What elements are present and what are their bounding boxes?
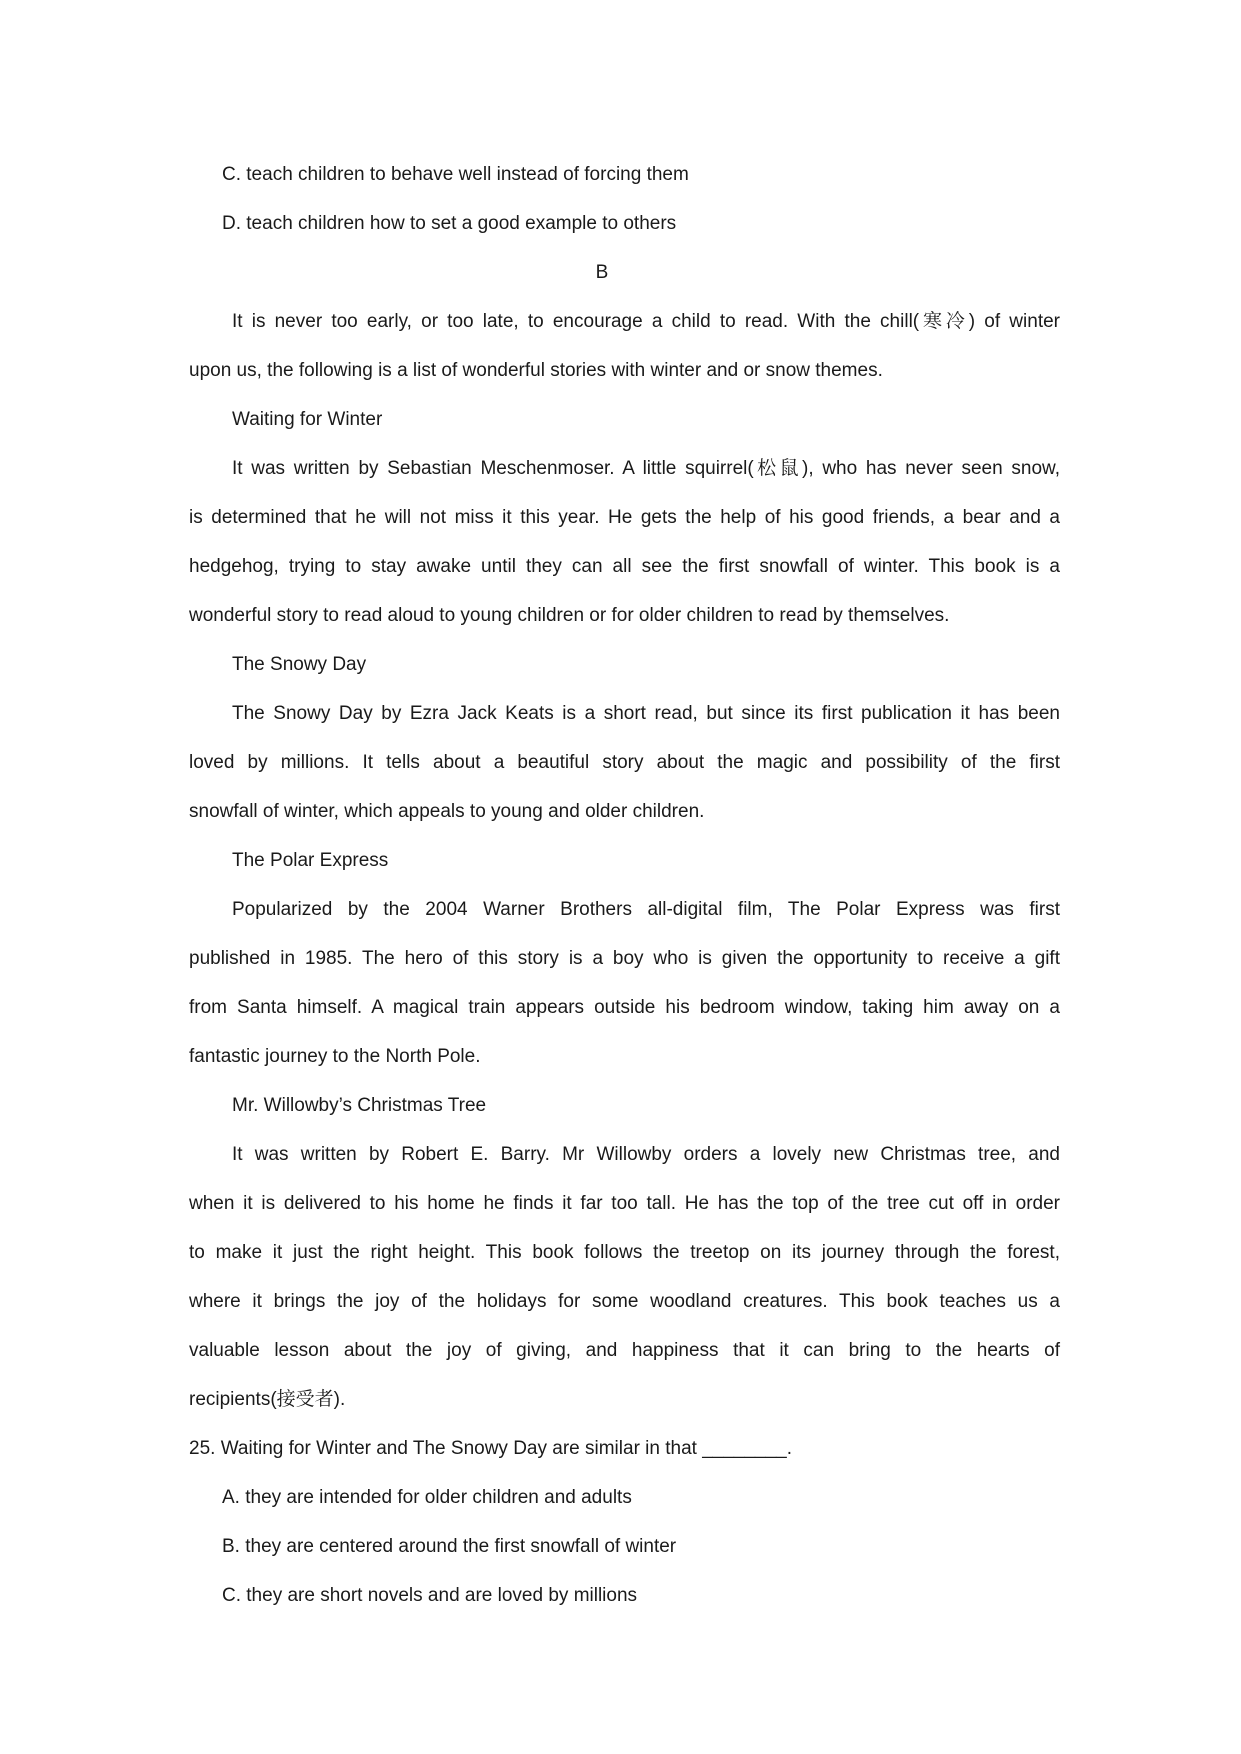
book3-line-1: Popularized by the 2004 Warner Brothers all-digital film, The Polar Express was first xyxy=(232,899,1060,920)
book2-line-2: loved by millions. It tells about a beautiful story about the magic and possibility of the first xyxy=(189,752,1060,773)
book2-line-1: The Snowy Day by Ezra Jack Keats is a short read, but since its first publication it has been xyxy=(232,703,1060,724)
intro-line-1: It is never too early, or too late, to encourage a child to read. With the chill(寒冷) of winter xyxy=(232,311,1060,332)
book1-line-2: is determined that he will not miss it this year. He gets the help of his good friends, a bear and a xyxy=(189,507,1060,528)
q25-option-a: A. they are intended for older children and adults xyxy=(222,1487,632,1508)
book1-line-3: hedgehog, trying to stay awake until they can all see the first snowfall of winter. This book is a xyxy=(189,556,1060,577)
book2-line-3: snowfall of winter, which appeals to young and older children. xyxy=(189,801,705,822)
book-title-the-polar-express: The Polar Express xyxy=(232,850,389,871)
book3-line-2: published in 1985. The hero of this story is a boy who is given the opportunity to receive a gift xyxy=(189,948,1060,969)
q25-option-c: C. they are short novels and are loved by millions xyxy=(222,1585,638,1606)
book4-line-3: to make it just the right height. This book follows the treetop on its journey through the forest, xyxy=(189,1242,1060,1263)
book1-line-4: wonderful story to read aloud to young children or for older children to read by themselves. xyxy=(189,605,950,626)
book1-line-1: It was written by Sebastian Meschenmoser. A little squirrel(松鼠), who has never seen snow, xyxy=(232,458,1060,479)
q24-option-c: C. teach children to behave well instead of forcing them xyxy=(222,164,689,185)
intro-line-2: upon us, the following is a list of wonderful stories with winter and or snow themes. xyxy=(189,360,883,381)
q25-option-b: B. they are centered around the first snowfall of winter xyxy=(222,1536,677,1557)
book3-line-4: fantastic journey to the North Pole. xyxy=(189,1046,481,1067)
book4-line-6: recipients(接受者). xyxy=(189,1389,346,1410)
book3-line-3: from Santa himself. A magical train appears outside his bedroom window, taking him away on a xyxy=(189,997,1060,1018)
book-title-waiting-for-winter: Waiting for Winter xyxy=(232,409,383,430)
section-label: B xyxy=(595,262,609,283)
question-25-stem: 25. Waiting for Winter and The Snowy Day are similar in that ________. xyxy=(189,1438,793,1459)
book-title-mr-willowbys-christmas-tree: Mr. Willowby’s Christmas Tree xyxy=(232,1095,487,1116)
q24-option-d: D. teach children how to set a good example to others xyxy=(222,213,677,234)
book4-line-4: where it brings the joy of the holidays for some woodland creatures. This book teaches us a xyxy=(189,1291,1060,1312)
book4-line-5: valuable lesson about the joy of giving, and happiness that it can bring to the hearts of xyxy=(189,1340,1060,1361)
book4-line-1: It was written by Robert E. Barry. Mr Willowby orders a lovely new Christmas tree, and xyxy=(232,1144,1060,1165)
book-title-the-snowy-day: The Snowy Day xyxy=(232,654,367,675)
book4-line-2: when it is delivered to his home he finds it far too tall. He has the top of the tree cut off in order xyxy=(189,1193,1060,1214)
